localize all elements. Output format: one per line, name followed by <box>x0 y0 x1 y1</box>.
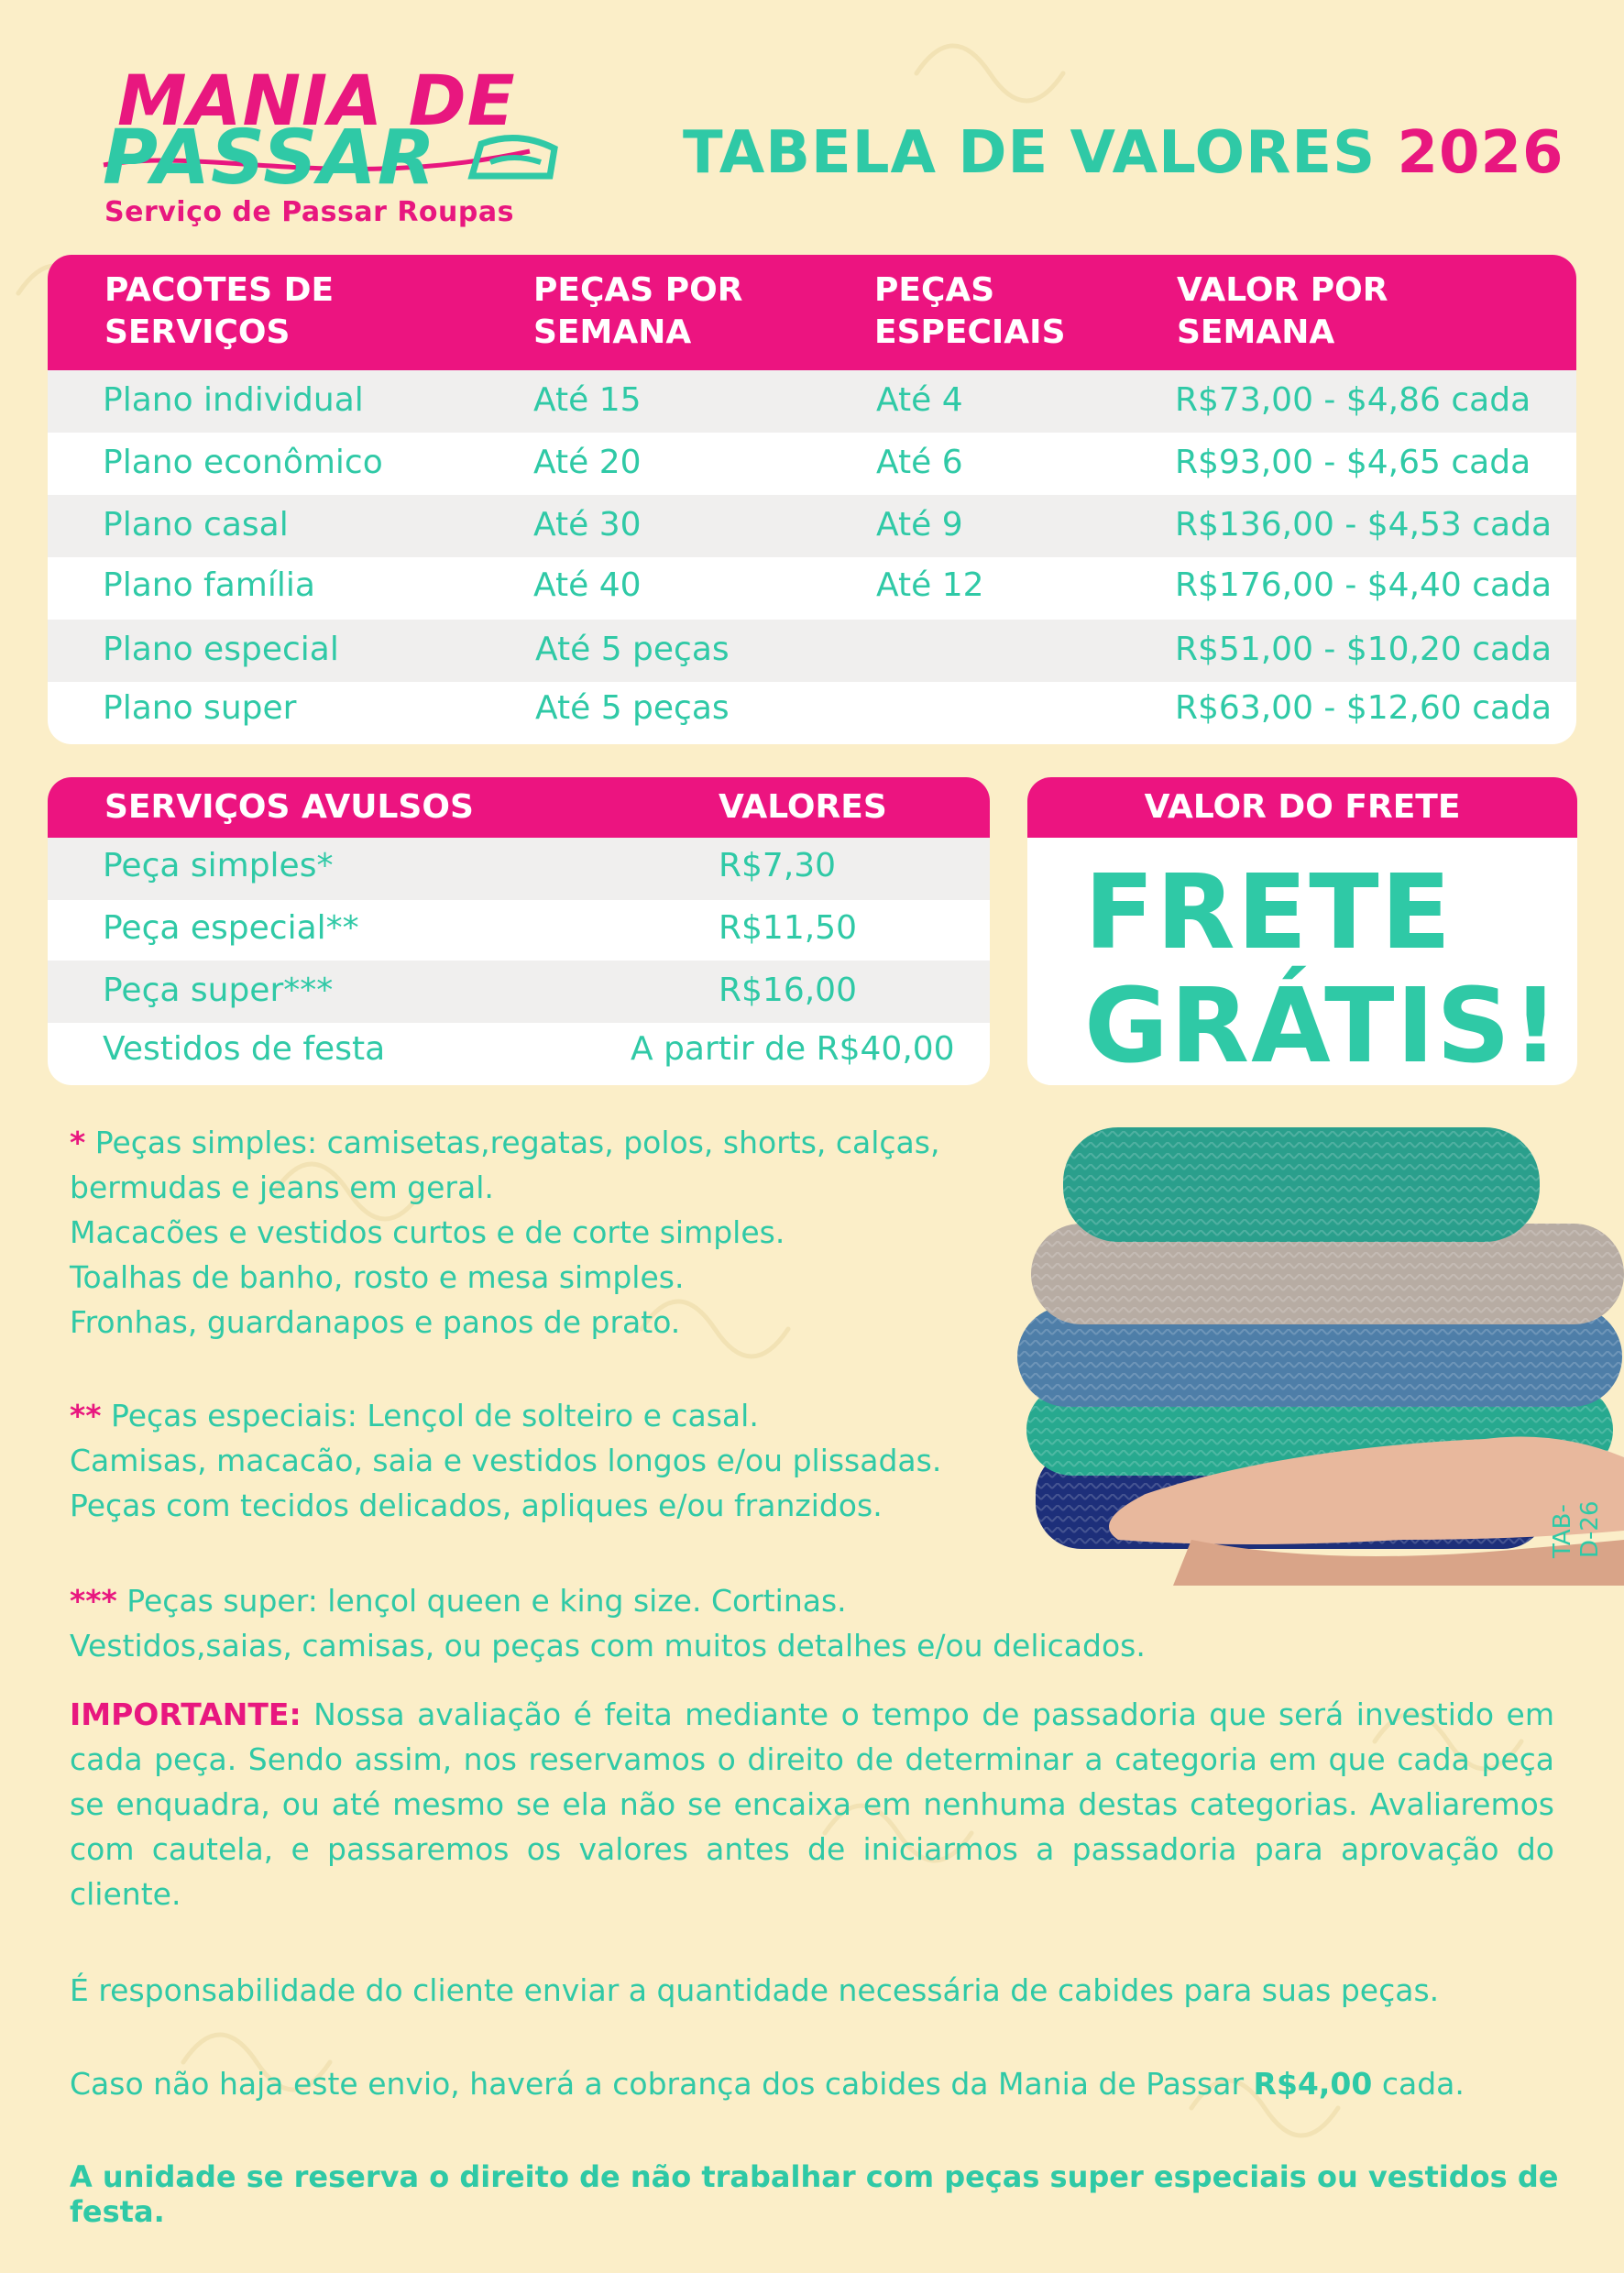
header-packages: PACOTES DE SERVIÇOS <box>104 271 335 351</box>
table-row <box>48 1023 990 1085</box>
plan-price: R$51,00 - $10,20 cada <box>1175 631 1553 668</box>
header-service: SERVIÇOS AVULSOS <box>104 788 474 826</box>
note-line: Peças simples: camisetas,regatas, polos, shorts, calças, <box>94 1125 940 1160</box>
folded-sweaters-image <box>1008 1109 1624 1586</box>
hangers-responsibility: É responsabilidade do cliente enviar a quantidade necessária de cabides para suas peças. <box>70 1972 1440 2008</box>
table-row <box>48 620 1576 682</box>
plan-price: R$176,00 - $4,40 cada <box>1175 566 1553 604</box>
frete-line1: FRETE <box>1084 853 1454 972</box>
plan-special: Até 4 <box>876 381 963 419</box>
plan-price: R$93,00 - $4,65 cada <box>1175 444 1531 481</box>
page-title <box>683 119 1564 187</box>
logo-tagline: Serviço de Passar Roupas <box>104 196 514 228</box>
mark-simples: * <box>70 1125 86 1160</box>
plan-price: R$73,00 - $4,86 cada <box>1175 381 1531 419</box>
important-text: Nossa avaliação é feita mediante o tempo de passadoria que será investido em cada peça. Sendo assim, nos reservamos o direito de determinar a categoria em que cada peça se enquadra, ou até mesmo se ela não se encaixa em nenhuma destas categorias. Avaliaremos com cautela, e passaremos os valores antes de iniciarmos a passadoria para aprovação do cliente. <box>70 1697 1554 1912</box>
header-pieces: PEÇAS POR SEMANA <box>533 271 743 351</box>
service-name: Peça especial** <box>103 909 359 947</box>
table-row <box>48 370 1576 433</box>
mark-especiais: ** <box>70 1398 102 1433</box>
plan-special: Até 12 <box>876 566 984 604</box>
plan-special: Até 6 <box>876 444 963 481</box>
plan-name: Plano especial <box>103 631 339 668</box>
plan-price: R$63,00 - $12,60 cada <box>1175 689 1553 727</box>
header-special: PEÇAS ESPECIAIS <box>874 271 1066 351</box>
frete-card <box>1027 777 1577 1085</box>
note-line: Peças super: lençol queen e king size. Cortinas. <box>126 1583 847 1619</box>
title-main: TABELA DE VALORES <box>683 119 1377 187</box>
important-note <box>70 1692 1554 1916</box>
plan-name: Plano casal <box>103 506 289 544</box>
plan-pieces: Até 15 <box>533 381 642 419</box>
plan-pieces: Até 5 peças <box>535 689 730 727</box>
service-name: Peça simples* <box>103 847 334 884</box>
document-code: TAB-D-26 <box>1549 1500 1604 1558</box>
table-row <box>48 433 1576 495</box>
logo-line2: PASSAR <box>103 115 436 202</box>
charge-text: Caso não haja este envio, haverá a cobrança dos cabides da Mania de Passar <box>70 2066 1245 2102</box>
logo-line1: MANIA DE <box>117 60 516 141</box>
service-name: Vestidos de festa <box>103 1030 386 1068</box>
header-values: VALORES <box>719 788 887 826</box>
plan-price: R$136,00 - $4,53 cada <box>1175 506 1553 544</box>
plan-pieces: Até 30 <box>533 506 642 544</box>
charge-after: cada. <box>1381 2066 1465 2102</box>
service-price: R$16,00 <box>719 972 857 1009</box>
note-line: Peças com tecidos delicados, apliques e/ou franzidos. <box>70 1488 883 1523</box>
important-label: IMPORTANTE: <box>70 1697 302 1732</box>
plan-special: Até 9 <box>876 506 963 544</box>
table-row <box>48 495 1576 557</box>
service-price: R$11,50 <box>719 909 857 947</box>
header-value: VALOR POR SEMANA <box>1177 271 1388 351</box>
note-line: bermudas e jeans em geral. <box>70 1169 494 1205</box>
note-line: Vestidos,saias, camisas, ou peças com muitos detalhes e/ou delicados. <box>70 1628 1146 1664</box>
avulsos-table <box>48 777 990 1085</box>
plan-name: Plano família <box>103 566 315 604</box>
title-year: 2026 <box>1397 119 1564 187</box>
hangers-charge <box>70 2066 1465 2102</box>
service-name: Peça super*** <box>103 972 334 1009</box>
table-row <box>48 557 1576 620</box>
notes-simples <box>70 1120 939 1345</box>
frete-gratis <box>1084 853 1561 1085</box>
note-line: Fronhas, guardanapos e panos de prato. <box>70 1304 681 1340</box>
note-line: Toalhas de banho, rosto e mesa simples. <box>70 1259 685 1295</box>
notes-super <box>70 1578 1146 1668</box>
mark-super: *** <box>70 1583 117 1619</box>
service-price: R$7,30 <box>719 847 837 884</box>
table-row <box>48 838 990 900</box>
packages-table <box>48 255 1576 744</box>
plan-name: Plano individual <box>103 381 364 419</box>
final-note: A unidade se reserva o direito de não trabalhar com peças super especiais ou vestidos de festa. <box>70 2159 1559 2229</box>
frete-line2: GRÁTIS! <box>1084 967 1561 1085</box>
frete-header: VALOR DO FRETE <box>1027 777 1577 838</box>
iron-icon <box>463 121 564 194</box>
avulsos-header <box>48 777 990 838</box>
plan-pieces: Até 40 <box>533 566 642 604</box>
table-row <box>48 682 1576 744</box>
note-line: Macacões e vestidos curtos e de corte simples. <box>70 1214 785 1250</box>
table-row <box>48 900 990 961</box>
note-line: Peças especiais: Lençol de solteiro e casal. <box>111 1398 759 1433</box>
packages-header <box>48 255 1576 370</box>
plan-name: Plano econômico <box>103 444 383 481</box>
charge-price: R$4,00 <box>1253 2066 1373 2102</box>
notes-especiais <box>70 1393 941 1528</box>
plan-pieces: Até 5 peças <box>535 631 730 668</box>
service-price: A partir de R$40,00 <box>631 1030 955 1068</box>
plan-pieces: Até 20 <box>533 444 642 481</box>
table-row <box>48 961 990 1023</box>
plan-name: Plano super <box>103 689 297 727</box>
note-line: Camisas, macacão, saia e vestidos longos e/ou plissadas. <box>70 1443 942 1478</box>
